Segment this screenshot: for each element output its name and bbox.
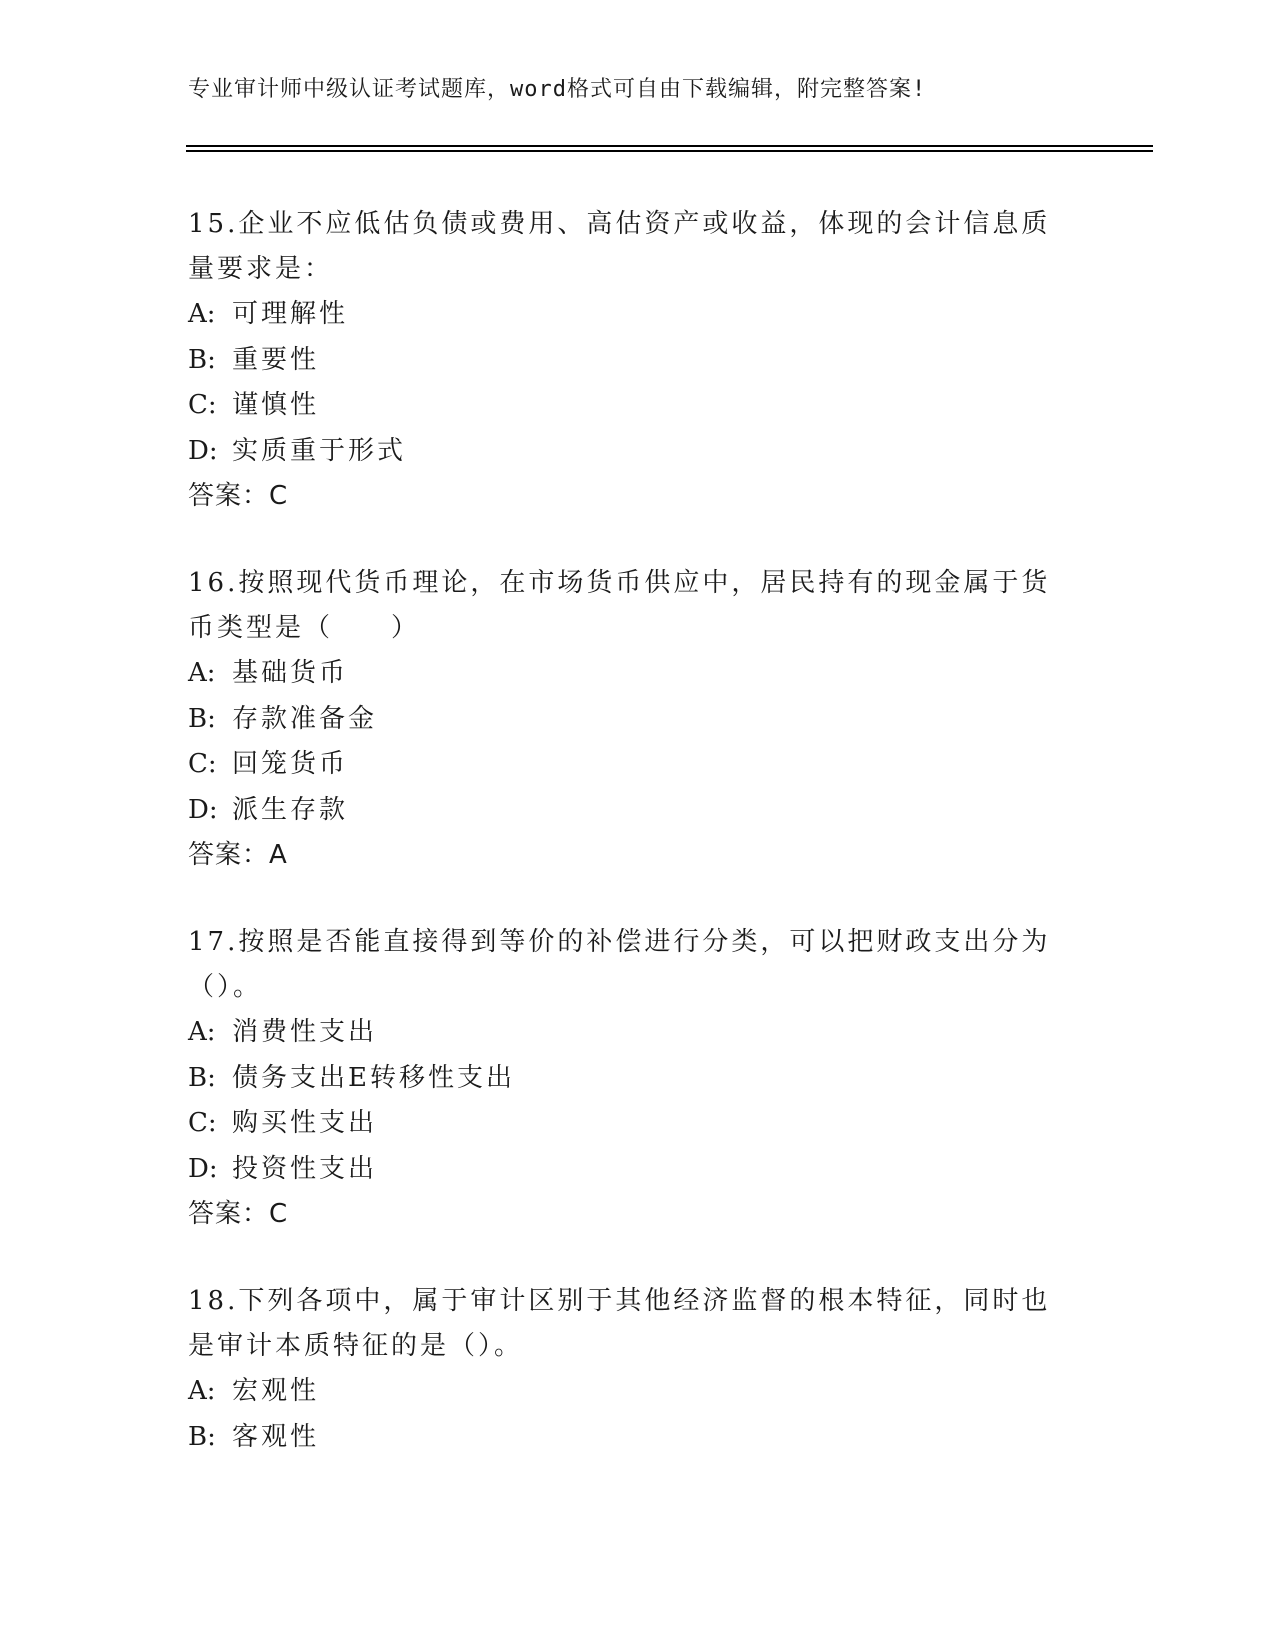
option-key: D: bbox=[188, 794, 218, 825]
question-stem: 15.企业不应低估负债或费用、高估资产或收益，体现的会计信息质量要求是： bbox=[188, 209, 1051, 284]
answer-line: 答案：C bbox=[188, 1199, 289, 1229]
option-c bbox=[188, 383, 1088, 429]
option-key: C: bbox=[188, 390, 217, 420]
option-text: 客观性 bbox=[232, 1421, 320, 1452]
option-text: 消费性支出 bbox=[232, 1017, 378, 1047]
option-b bbox=[188, 697, 1088, 743]
option-text: 宏观性 bbox=[232, 1376, 320, 1406]
option-c bbox=[188, 742, 1088, 788]
option-b bbox=[188, 1415, 1088, 1461]
option-key: D: bbox=[188, 435, 218, 466]
page-header: 专业审计师中级认证考试题库，word格式可自由下载编辑，附完整答案! bbox=[188, 77, 927, 102]
question-list bbox=[188, 202, 1088, 1502]
header-divider bbox=[186, 145, 1153, 147]
answer-line: 答案：A bbox=[188, 840, 288, 870]
option-key: C: bbox=[188, 749, 217, 779]
option-text: 回笼货币 bbox=[232, 749, 349, 779]
option-key: B: bbox=[188, 1421, 216, 1452]
option-text: 可理解性 bbox=[232, 299, 349, 329]
question-stem: 17.按照是否能直接得到等价的补偿进行分类，可以把财政支出分为（）。 bbox=[188, 927, 1051, 1002]
question-stem: 16.按照现代货币理论，在市场货币供应中，居民持有的现金属于货币类型是（ ） bbox=[188, 568, 1051, 643]
option-a bbox=[188, 1010, 1088, 1056]
option-key: A: bbox=[188, 1376, 216, 1406]
question-15 bbox=[188, 202, 1088, 519]
answer-line: 答案：C bbox=[188, 481, 289, 511]
option-text: 实质重于形式 bbox=[232, 435, 407, 466]
option-d bbox=[188, 788, 1088, 834]
question-17 bbox=[188, 920, 1088, 1237]
option-a bbox=[188, 1369, 1088, 1415]
option-key: B: bbox=[188, 703, 216, 734]
option-key: B: bbox=[188, 1062, 216, 1093]
option-key: A: bbox=[188, 299, 216, 329]
option-text: 投资性支出 bbox=[232, 1153, 378, 1184]
option-b bbox=[188, 338, 1088, 384]
option-key: B: bbox=[188, 344, 216, 375]
option-text: 债务支出E转移性支出 bbox=[232, 1062, 515, 1093]
option-text: 派生存款 bbox=[232, 794, 349, 825]
option-text: 存款准备金 bbox=[232, 703, 378, 734]
option-d bbox=[188, 429, 1088, 475]
option-text: 谨慎性 bbox=[232, 390, 320, 420]
option-a bbox=[188, 292, 1088, 338]
question-18 bbox=[188, 1279, 1088, 1460]
option-c bbox=[188, 1101, 1088, 1147]
header-divider-second bbox=[186, 150, 1153, 152]
option-key: A: bbox=[188, 658, 216, 688]
option-key: A: bbox=[188, 1017, 216, 1047]
option-key: C: bbox=[188, 1108, 217, 1138]
option-a bbox=[188, 651, 1088, 697]
option-text: 基础货币 bbox=[232, 658, 349, 688]
option-b bbox=[188, 1056, 1088, 1102]
option-text: 重要性 bbox=[232, 344, 320, 375]
question-16 bbox=[188, 561, 1088, 878]
option-text: 购买性支出 bbox=[232, 1108, 378, 1138]
question-stem: 18.下列各项中，属于审计区别于其他经济监督的根本特征，同时也是审计本质特征的是（）。 bbox=[188, 1286, 1051, 1361]
option-d bbox=[188, 1147, 1088, 1193]
option-key: D: bbox=[188, 1153, 218, 1184]
